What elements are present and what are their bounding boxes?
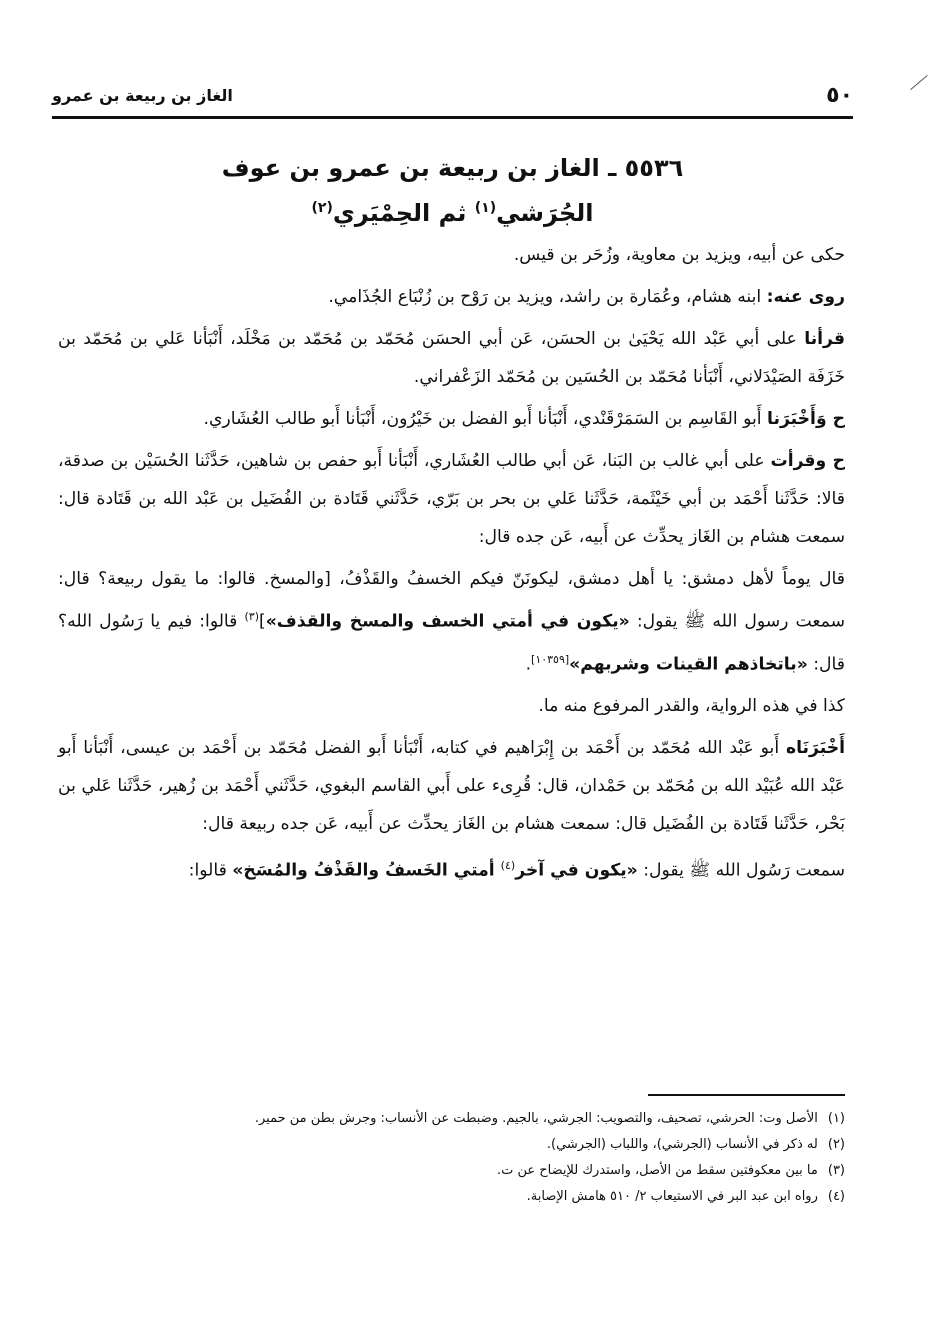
paragraph-6-text-a: قال يوماً لأهل دمشق: يا أهل دمشق، ليكونَنّ فيكم الخسفُ والقَذْفُ، [والمسخ. قالوا: ما يقول ربيعة؟ قال: سمعت رسول الله ﷺ يقول: xyxy=(58,569,846,632)
hadith-quote-3a: «يكون في آخر xyxy=(515,861,638,882)
footnote-text: رواه ابن عبد البر في الاستيعاب ٢/ ٥١٠ هامش الإصابة. xyxy=(526,1189,818,1204)
paragraph-1-text: حكى عن أبيه، ويزيد بن معاوية، وزُحَر بن قيس. xyxy=(513,245,845,265)
hadith-quote-3b: أمتي الخَسفُ والقَذْفُ والمُسَخ» xyxy=(232,861,501,882)
paragraph-3-lead: قرأنا xyxy=(804,329,845,349)
page-header xyxy=(52,78,853,112)
footnote-mark-1: (١) xyxy=(474,200,497,216)
paragraph-9 xyxy=(58,847,845,890)
paragraph-7-text: كذا في هذه الرواية، والقدر المرفوع منه ما. xyxy=(538,696,845,717)
paragraph-5 xyxy=(58,442,845,556)
entry-title xyxy=(60,148,845,233)
paragraph-4 xyxy=(58,400,845,438)
paragraph-9-end: قالوا: xyxy=(188,861,233,882)
main-text xyxy=(58,236,845,894)
footnote-text: الأصل وت: الحرشي، تصحيف، والتصويب: الجرشي، بالجيم. وضبطت عن الأنساب: وجرش بطن من حمير. xyxy=(254,1111,818,1126)
footnote-mark-3: (٣) xyxy=(244,610,259,623)
paragraph-1 xyxy=(58,236,845,274)
footnote xyxy=(55,1158,845,1184)
paragraph-4-lead: ح وَأَخْبَرَنا xyxy=(767,409,845,429)
footnote-text: له ذكر في الأنساب (الجرشي)، واللباب (الجرشي). xyxy=(546,1137,818,1152)
paragraph-6-text-c: قالوا: فيم يا رَسُول الله؟ قال: xyxy=(58,611,845,675)
hadith-quote-1: «يكون في أمتي الخسف والمسخ والقذف» xyxy=(265,611,630,632)
paragraph-2-text: ابنه هشام، وعُمَارة بن راشد، ويزيد بن رَوْح بن زُنْبَاع الجُذَامي. xyxy=(328,287,767,307)
paragraph-8 xyxy=(58,729,845,843)
entry-title-line2 xyxy=(60,188,845,233)
page-number: ٥٠ xyxy=(826,82,853,108)
paragraph-5-text: على أبي غالب بن البَنا، عَن أبي طالب العُشَاري، أَنْبَأنا أَبو حفص بن شاهين، حَدَّثَنا الحُسَيْن بن صدقة، قالا: حَدَّثَنا أَحْمَد بن أبي خَيْثَمة، حَدَّثَنا عَلي بن بحر بن بَرّي، حَدَّثَني قَتَادة بن الفُضَيل بن عَبْد الله بن قَتَادة قال: سمعت هشام بن الغَاز يحدِّث عن أَبيه، عَن جده قال: xyxy=(58,451,845,547)
paragraph-6 xyxy=(58,560,845,683)
paragraph-3-text: على أبي عَبْد الله يَحْيَىٰ بن الحسَن، عَن أبي الحسَن مُحَمّد بن مُحَمّد بن مَخْلَد، أَنْبَأنا عَلي بن مُحَمّد بن خَزَفَة الصَيْدَلاني، أَنْبَأنا مُحَمّد بن الحُسَين بن مُحَمّد الزَعْفراني. xyxy=(58,329,845,387)
paragraph-5-lead: ح وقرأت xyxy=(770,451,846,471)
paragraph-6-end: . xyxy=(525,654,532,675)
footnote-mark-4: (٤) xyxy=(500,859,516,873)
running-title: الغاز بن ربيعة بن عمرو xyxy=(52,85,233,105)
paragraph-9-text-a: سمعت رَسُول الله ﷺ يقول: xyxy=(637,861,845,882)
footnote-text: ما بين معكوفتين سقط من الأصل، واستدرك للإيضاح عن ت. xyxy=(496,1163,818,1178)
paragraph-8-lead: أَخْبَرَنَاه xyxy=(785,738,845,759)
footnote xyxy=(55,1132,845,1158)
paragraph-3 xyxy=(58,320,845,396)
title-name-a: الجُرَشي xyxy=(496,199,594,227)
header-rule xyxy=(52,116,853,119)
footnote-number: (١) xyxy=(827,1111,845,1126)
stray-mark xyxy=(910,75,927,90)
footnote-number: (٣) xyxy=(827,1163,845,1178)
paragraph-4-text: أَبو القَاسِم بن السَمَرْقَنْدي، أَنْبَأنا أَبو الفضل بن خَيْرُون، أَنْبَأنا أَبو طالب العُشَاري. xyxy=(203,409,768,429)
footnotes xyxy=(55,1106,845,1210)
footnote xyxy=(55,1106,845,1132)
paragraph-2 xyxy=(58,278,845,316)
footnote-number: (٢) xyxy=(827,1137,845,1152)
paragraph-7 xyxy=(58,687,845,725)
entry-title-line1: ٥٥٣٦ ـ الغاز بن ربيعة بن عمرو بن عوف xyxy=(221,154,684,182)
title-name-b: ثم الحِمْيَري xyxy=(332,199,475,227)
footnote-mark-2: (٢) xyxy=(311,200,333,216)
paragraph-6-text-b: ] xyxy=(258,611,266,632)
footnote xyxy=(55,1184,845,1210)
hadith-quote-2: «باتخاذهم القينات وشربهم» xyxy=(569,654,808,675)
footnote-number: (٤) xyxy=(827,1189,845,1204)
hadith-reference-number: [١٠٣٥٩] xyxy=(531,652,570,666)
footnote-rule xyxy=(648,1094,845,1096)
paragraph-2-lead: روى عنه: xyxy=(766,287,845,307)
paragraph-8-text: أَبو عَبْد الله مُحَمّد بن أَحْمَد بن إِبْرَاهيم في كتابه، أَنْبَأنا أَبو الفضل مُحَمّد بن أَحْمَد بن عيسى، أَنْبَأنا أَبو عَبْد الله عُبَيْد الله بن مُحَمّد بن حَمْدان، قال: قُرِىء على أَبي القاسم البغوي، حَدَّثَني أَحْمَد بن زُهير، حَدَّثَنا عَلي بن بَحْر، حَدَّثَنا قَتَادة بن الفُضَيل قال: سمعت هشام بن الغَاز يحدِّث عن أَبيه، عَن جده ربيعة قال: xyxy=(58,738,845,835)
